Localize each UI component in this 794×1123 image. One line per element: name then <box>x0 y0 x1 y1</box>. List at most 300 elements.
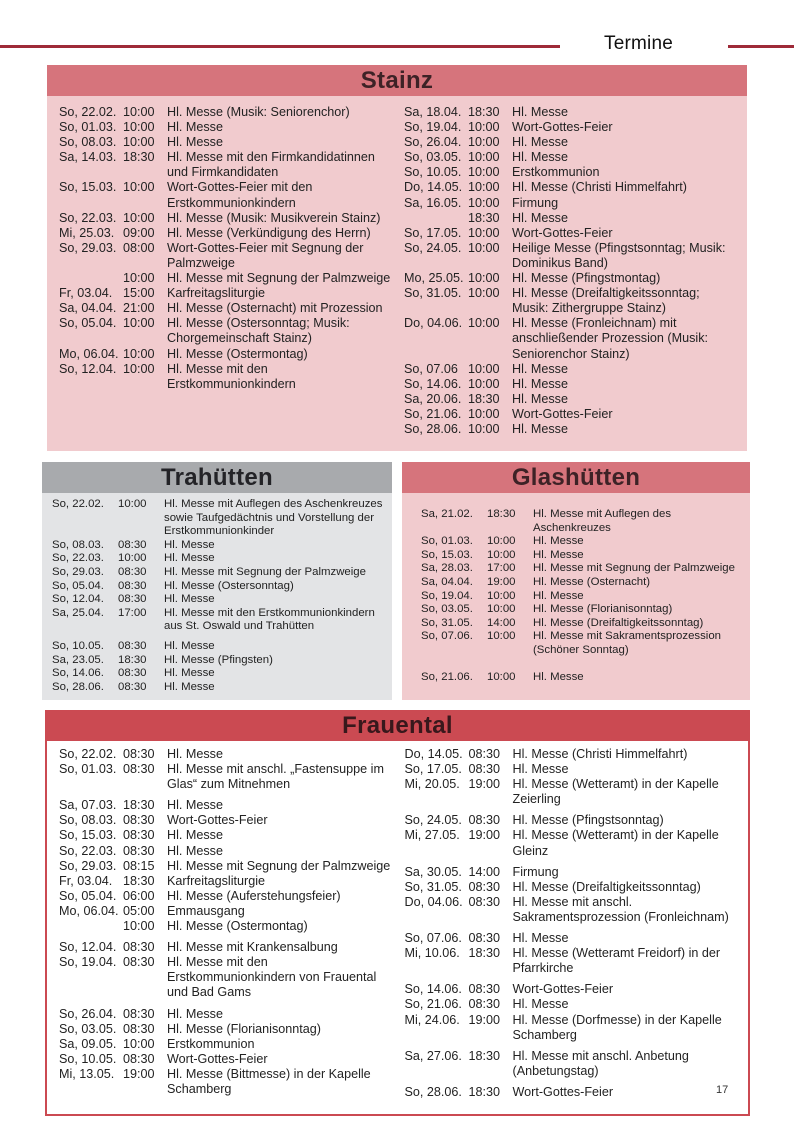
schedule-row <box>59 180 394 210</box>
event-time: 15:00 <box>123 286 155 301</box>
event-time: 10:00 <box>487 603 516 616</box>
event-date: So, 26.04. <box>404 135 462 150</box>
event-date: Sa, 30.05. <box>404 864 462 879</box>
event-time: 10:00 <box>468 165 500 180</box>
event-description: Hl. Messe (Bittmesse) in der Kapelle Schamberg <box>167 1066 371 1096</box>
event-time: 10:00 <box>468 406 500 421</box>
event-description: Hl. Messe mit den Firmkandidatinnen und Firmkandidaten <box>167 150 375 180</box>
event-date: So, 19.04. <box>404 120 462 135</box>
schedule-row <box>59 904 395 919</box>
event-time: 10:00 <box>468 286 500 301</box>
schedule-row <box>59 1067 395 1097</box>
event-date: Sa, 07.03. <box>59 798 117 813</box>
event-description: Hl. Messe mit Segnung der Palmzweige <box>167 858 391 873</box>
event-time: 08:30 <box>118 680 147 693</box>
event-date: So, 29.03. <box>59 240 117 255</box>
event-date: So, 22.02. <box>59 105 117 119</box>
schedule-column <box>404 105 739 437</box>
event-description: Hl. Messe <box>167 828 223 843</box>
schedule-row <box>405 895 741 925</box>
event-description: Hl. Messe (Dreifaltigkeitssonntag; Musik: Zithergruppe Stainz) <box>512 286 700 316</box>
event-time: 08:30 <box>468 982 501 997</box>
event-description: Wort-Gottes-Feier <box>167 1051 268 1066</box>
event-description: Hl. Messe <box>533 589 584 602</box>
event-description: Hl. Messe mit Segnung der Palmzweige <box>164 565 366 578</box>
schedule-row <box>52 654 386 668</box>
section-body-frauental <box>45 741 750 1116</box>
event-date: So, 05.04. <box>59 316 117 331</box>
schedule-row <box>421 630 744 657</box>
event-time: 17:00 <box>118 606 147 619</box>
schedule-column <box>421 508 744 684</box>
event-description: Hl. Messe <box>512 210 568 225</box>
event-time: 08:30 <box>123 747 155 761</box>
event-description: Wort-Gottes-Feier <box>512 1084 614 1099</box>
event-time: 08:30 <box>118 667 147 680</box>
event-date: So, 19.04. <box>59 955 117 970</box>
event-date: So, 03.05. <box>404 150 462 165</box>
event-description: Hl. Messe (Dorfmesse) in der Kapelle Schamberg <box>512 1012 722 1042</box>
event-date: So, 22.03. <box>52 552 104 565</box>
schedule-row <box>59 813 395 828</box>
event-time: 10:00 <box>468 225 500 240</box>
event-time: 10:00 <box>468 361 500 376</box>
event-date: Mi, 13.05. <box>59 1066 115 1081</box>
event-time: 21:00 <box>123 301 155 316</box>
event-date: So, 05.04. <box>59 888 117 903</box>
event-date: So, 21.06. <box>404 406 462 421</box>
event-description: Hl. Messe mit den Erstkommunionkindern von Frauental und Bad Gams <box>167 955 377 1000</box>
event-date: Mi, 27.05. <box>404 828 460 843</box>
section-stainz <box>47 65 747 451</box>
event-date: So, 10.05. <box>59 1051 117 1066</box>
event-description: Hl. Messe (Wetteramt) in der Kapelle Gleinz <box>512 828 719 858</box>
event-date: So, 07.06. <box>421 630 473 643</box>
event-time: 08:30 <box>123 843 155 858</box>
event-description: Hl. Messe mit anschl. Sakramentsprozession (Fronleichnam) <box>512 894 729 924</box>
event-description: Hl. Messe mit Auflegen des Aschenkreuzes sowie Taufgedächtnis und Vorstellung der Erstkommunionkinder <box>164 498 383 538</box>
event-time: 10:00 <box>468 421 500 436</box>
schedule-row <box>405 880 741 895</box>
event-date: So, 28.06. <box>404 1084 462 1099</box>
event-time: 10:00 <box>468 120 500 135</box>
event-time: 10:00 <box>468 195 500 210</box>
event-date: Sa, 04.04. <box>421 575 473 588</box>
schedule-row <box>405 1013 741 1043</box>
event-date: So, 08.03. <box>52 538 104 551</box>
event-time: 08:30 <box>468 747 501 761</box>
event-time: 18:30 <box>468 1048 501 1063</box>
event-description: Hl. Messe mit anschl. Anbetung (Anbetungstag) <box>512 1048 689 1078</box>
schedule-row <box>421 562 744 576</box>
event-date: So, 10.05. <box>52 639 104 652</box>
schedule-row <box>404 392 739 407</box>
schedule-row <box>52 667 386 681</box>
event-time: 08:30 <box>118 538 147 551</box>
schedule-column <box>52 498 386 694</box>
schedule-row <box>52 681 386 695</box>
schedule-row <box>59 105 394 120</box>
event-time: 10:00 <box>468 180 500 195</box>
schedule-row <box>59 347 394 362</box>
schedule-row <box>421 549 744 563</box>
schedule-row <box>59 301 394 316</box>
schedule-row <box>59 120 394 135</box>
event-date: So, 07.06 <box>404 361 458 376</box>
event-time: 10:00 <box>487 548 516 561</box>
schedule-row <box>404 120 739 135</box>
event-description: Hl. Messe (Osternacht) mit Prozession <box>167 301 383 316</box>
schedule-row <box>404 241 739 271</box>
event-date: Sa, 21.02. <box>421 508 473 520</box>
schedule-row <box>59 844 395 859</box>
schedule-row <box>405 828 741 858</box>
event-description: Hl. Messe <box>512 150 568 165</box>
event-time: 10:00 <box>123 346 155 361</box>
event-date: Mi, 25.03. <box>59 225 115 240</box>
schedule-row <box>405 1085 741 1100</box>
event-time: 08:30 <box>468 879 501 894</box>
schedule-row <box>405 931 741 946</box>
event-time: 10:00 <box>123 919 155 934</box>
event-description: Hl. Messe (Musik: Musikverein Stainz) <box>167 210 381 225</box>
page-title: Termine <box>604 33 673 54</box>
event-description: Firmung <box>512 864 559 879</box>
event-date: Sa, 27.06. <box>404 1048 462 1063</box>
event-time: 10:00 <box>487 670 516 683</box>
event-date: Sa, 25.04. <box>52 606 104 619</box>
event-description: Hl. Messe (Florianisonntag) <box>167 1021 321 1036</box>
event-description: Hl. Messe <box>164 667 215 680</box>
schedule-row <box>404 180 739 195</box>
event-time: 10:00 <box>123 120 155 135</box>
event-date: So, 24.05. <box>404 240 462 255</box>
event-description: Hl. Messe (Pfingstsonntag) <box>512 813 664 828</box>
event-time: 09:00 <box>123 225 155 240</box>
event-date: So, 01.03. <box>59 762 117 777</box>
event-description: Hl. Messe <box>164 552 215 565</box>
event-description: Karfreitagsliturgie <box>167 286 265 301</box>
event-date: So, 31.05. <box>404 286 462 301</box>
event-time: 10:00 <box>123 361 155 376</box>
event-date: So, 15.03. <box>59 180 117 195</box>
event-time: 08:30 <box>123 1021 155 1036</box>
event-time: 10:00 <box>123 210 155 225</box>
event-time: 08:30 <box>468 813 501 828</box>
event-description: Hl. Messe (Verkündigung des Herrn) <box>167 225 371 240</box>
event-date: Mi, 10.06. <box>404 946 460 961</box>
schedule-row <box>59 316 394 346</box>
schedule-row <box>59 874 395 889</box>
event-time: 05:00 <box>123 903 155 918</box>
event-time: 18:30 <box>468 210 500 225</box>
schedule-row <box>59 211 394 226</box>
event-description: Hl. Messe <box>512 135 568 150</box>
event-description: Hl. Messe <box>512 105 568 119</box>
event-time: 08:30 <box>123 813 155 828</box>
event-date: Do, 04.06. <box>404 316 463 331</box>
event-date: So, 12.04. <box>59 940 117 955</box>
event-description: Hl. Messe mit Krankensalbung <box>167 940 338 955</box>
event-time: 10:00 <box>468 150 500 165</box>
schedule-row <box>421 603 744 617</box>
event-time: 10:00 <box>123 135 155 150</box>
schedule-row <box>404 422 739 437</box>
event-date: So, 24.05. <box>404 813 462 828</box>
event-date: Mi, 24.06. <box>404 1012 460 1027</box>
event-time: 10:00 <box>487 630 516 643</box>
event-time: 08:30 <box>468 931 501 946</box>
schedule-row <box>59 889 395 904</box>
event-date: Mi, 20.05. <box>404 777 460 792</box>
schedule-row <box>405 982 741 997</box>
event-date: Fr, 03.04. <box>59 286 113 301</box>
event-description: Hl. Messe mit Auflegen des Aschenkreuzes <box>533 508 672 534</box>
event-description: Hl. Messe <box>167 1006 223 1021</box>
event-description: Hl. Messe <box>167 120 223 135</box>
section-glashuetten <box>402 462 750 700</box>
schedule-row <box>59 362 394 392</box>
event-description: Hl. Messe <box>512 421 568 436</box>
event-date: So, 01.03. <box>421 535 473 548</box>
event-time: 18:30 <box>468 105 500 119</box>
schedule-row <box>405 813 741 828</box>
event-description: Hl. Messe <box>512 361 568 376</box>
schedule-row <box>59 1052 395 1067</box>
event-time: 19:00 <box>468 1012 501 1027</box>
event-description: Hl. Messe (Florianisonntag) <box>533 603 673 616</box>
section-title-trahuetten: Trahütten <box>42 462 392 493</box>
event-description: Hl. Messe (Dreifaltigkeitssonntag) <box>533 616 704 629</box>
event-description: Hl. Messe <box>512 997 569 1012</box>
event-description: Karfreitagsliturgie <box>167 873 265 888</box>
event-time: 10:00 <box>468 271 500 286</box>
event-description: Hl. Messe <box>533 548 584 561</box>
event-date: So, 17.05. <box>404 762 462 777</box>
schedule-row <box>59 859 395 874</box>
event-time: 08:30 <box>468 997 501 1012</box>
schedule-row <box>404 211 739 226</box>
event-date: So, 22.03. <box>59 843 117 858</box>
event-description: Hl. Messe (Ostermontag) <box>167 919 308 934</box>
event-date: So, 31.05. <box>404 879 462 894</box>
event-date: So, 12.04. <box>59 361 117 376</box>
schedule-row <box>421 535 744 549</box>
event-date: So, 14.06. <box>404 982 462 997</box>
section-body-trahuetten <box>42 493 392 700</box>
schedule-row <box>421 576 744 590</box>
event-date: So, 22.03. <box>59 210 117 225</box>
event-description: Hl. Messe <box>167 135 223 150</box>
event-date: So, 22.02. <box>52 498 104 510</box>
event-time: 08:15 <box>123 858 155 873</box>
schedule-row <box>404 286 739 316</box>
event-description: Hl. Messe (Dreifaltigkeitssonntag) <box>512 879 701 894</box>
event-date: So, 31.05. <box>421 616 473 629</box>
event-description: Hl. Messe (Christi Himmelfahrt) <box>512 180 687 195</box>
schedule-row <box>405 762 741 777</box>
event-date: So, 08.03. <box>59 813 117 828</box>
event-date: Sa, 20.06. <box>404 391 462 406</box>
section-title-glashuetten: Glashütten <box>402 462 750 493</box>
event-description: Hl. Messe (Ostersonntag; Musik: Chorgemeinschaft Stainz) <box>167 316 350 346</box>
event-description: Hl. Messe (Musik: Seniorenchor) <box>167 105 350 119</box>
event-description: Hl. Messe <box>512 762 569 777</box>
event-description: Hl. Messe (Wetteramt) in der Kapelle Zeierling <box>512 777 719 807</box>
event-time: 06:00 <box>123 888 155 903</box>
event-description: Hl. Messe <box>512 376 568 391</box>
schedule-row <box>59 955 395 1000</box>
event-time: 19:00 <box>468 777 501 792</box>
event-date: So, 21.06. <box>404 997 462 1012</box>
schedule-row <box>59 150 394 180</box>
schedule-row <box>52 498 386 539</box>
event-date: So, 29.03. <box>52 565 104 578</box>
event-description: Hl. Messe <box>164 639 215 652</box>
schedule-row <box>421 508 744 535</box>
schedule-row <box>405 946 741 976</box>
schedule-row <box>59 762 395 792</box>
schedule-row <box>59 226 394 241</box>
schedule-row <box>421 671 744 685</box>
event-description: Hl. Messe <box>512 931 569 946</box>
section-title-frauental: Frauental <box>45 710 750 741</box>
event-time: 19:00 <box>487 575 516 588</box>
schedule-row <box>404 165 739 180</box>
event-time: 08:30 <box>123 762 155 777</box>
schedule-row <box>404 226 739 241</box>
event-description: Hl. Messe <box>167 843 223 858</box>
event-description: Wort-Gottes-Feier <box>512 225 613 240</box>
event-description: Hl. Messe mit Segnung der Palmzweige <box>167 271 391 286</box>
event-date: So, 19.04. <box>421 589 473 602</box>
event-description: Wort-Gottes-Feier mit Segnung der Palmzweige <box>167 240 364 270</box>
event-time: 08:30 <box>118 565 147 578</box>
schedule-row <box>59 135 394 150</box>
event-date: Mo, 25.05. <box>404 271 464 286</box>
section-body-glashuetten <box>402 493 750 700</box>
event-description: Hl. Messe mit Segnung der Palmzweige <box>533 562 735 575</box>
schedule-row <box>405 777 741 807</box>
event-time: 10:00 <box>468 376 500 391</box>
event-description: Firmung <box>512 195 559 210</box>
event-date: So, 12.04. <box>52 593 104 606</box>
event-time: 18:30 <box>468 391 500 406</box>
event-description: Erstkommunion <box>512 165 600 180</box>
schedule-column <box>59 105 394 437</box>
event-date: Do, 14.05. <box>404 180 463 195</box>
event-time: 10:00 <box>123 1036 155 1051</box>
event-description: Hl. Messe (Fronleichnam) mit anschließender Prozession (Musik: Seniorenchor Stainz) <box>512 316 708 361</box>
event-description: Wort-Gottes-Feier <box>512 120 613 135</box>
event-time: 18:30 <box>487 508 516 520</box>
schedule-row <box>52 640 386 654</box>
event-description: Hl. Messe <box>533 670 584 683</box>
event-date: Sa, 14.03. <box>59 150 117 165</box>
schedule-column <box>59 747 395 1100</box>
event-date: Fr, 03.04. <box>59 873 113 888</box>
schedule-row <box>404 105 739 120</box>
event-date: Do, 04.06. <box>404 894 463 909</box>
event-time: 18:30 <box>123 798 155 813</box>
event-date: So, 15.03. <box>421 548 473 561</box>
event-description: Wort-Gottes-Feier <box>167 813 268 828</box>
schedule-row <box>59 286 394 301</box>
event-time: 18:30 <box>468 946 501 961</box>
event-time: 18:30 <box>468 1084 501 1099</box>
section-title-stainz: Stainz <box>47 65 747 96</box>
event-date: So, 01.03. <box>59 120 117 135</box>
schedule-row <box>404 135 739 150</box>
schedule-row <box>59 1007 395 1022</box>
event-time: 10:00 <box>468 240 500 255</box>
schedule-row <box>405 747 741 762</box>
schedule-row <box>405 865 741 880</box>
event-time: 10:00 <box>123 180 155 195</box>
event-date: So, 08.03. <box>59 135 117 150</box>
schedule-row <box>421 617 744 631</box>
schedule-row <box>59 940 395 955</box>
schedule-row <box>52 539 386 553</box>
event-description: Wort-Gottes-Feier <box>512 406 613 421</box>
event-time: 14:00 <box>487 616 516 629</box>
schedule-row <box>59 1022 395 1037</box>
schedule-row <box>59 241 394 271</box>
schedule-row <box>421 590 744 604</box>
event-date: So, 05.04. <box>52 579 104 592</box>
event-time: 19:00 <box>123 1066 155 1081</box>
section-frauental <box>45 710 750 1116</box>
event-description: Hl. Messe (Wetteramt Freidorf) in der Pfarrkirche <box>512 946 721 976</box>
event-time: 19:00 <box>468 828 501 843</box>
event-time: 08:30 <box>123 1006 155 1021</box>
schedule-row <box>59 1037 395 1052</box>
event-date: So, 26.04. <box>59 1006 117 1021</box>
event-time: 10:00 <box>468 135 500 150</box>
schedule-row <box>404 362 739 377</box>
event-date: Sa, 04.04. <box>59 301 117 316</box>
event-time: 08:30 <box>118 639 147 652</box>
section-body-stainz <box>47 96 747 451</box>
event-description: Hl. Messe <box>164 593 215 606</box>
event-time: 08:30 <box>123 955 155 970</box>
schedule-row <box>52 607 386 634</box>
schedule-row <box>404 196 739 211</box>
event-time: 10:00 <box>118 498 147 510</box>
event-description: Hl. Messe (Osternacht) <box>533 575 651 588</box>
schedule-row <box>59 828 395 843</box>
event-date: So, 03.05. <box>59 1021 117 1036</box>
event-time: 10:00 <box>468 316 500 331</box>
event-description: Heilige Messe (Pfingstsonntag; Musik: Dominikus Band) <box>512 240 726 270</box>
event-description: Hl. Messe <box>167 798 223 813</box>
event-date: So, 22.02. <box>59 747 117 761</box>
event-time: 08:30 <box>468 894 501 909</box>
event-description: Wort-Gottes-Feier <box>512 982 614 997</box>
event-description: Hl. Messe <box>533 535 584 548</box>
event-description: Hl. Messe mit anschl. „Fastensuppe im Glas“ zum Mitnehmen <box>167 762 384 792</box>
event-description: Hl. Messe <box>512 391 568 406</box>
event-description: Emmausgang <box>167 903 245 918</box>
event-time: 10:00 <box>123 105 155 119</box>
event-date: So, 28.06. <box>404 421 462 436</box>
schedule-column <box>405 747 741 1100</box>
schedule-row <box>404 407 739 422</box>
event-date: So, 17.05. <box>404 225 462 240</box>
header-rule-right <box>728 45 794 48</box>
event-date: So, 14.06. <box>404 376 462 391</box>
event-time: 08:30 <box>123 828 155 843</box>
